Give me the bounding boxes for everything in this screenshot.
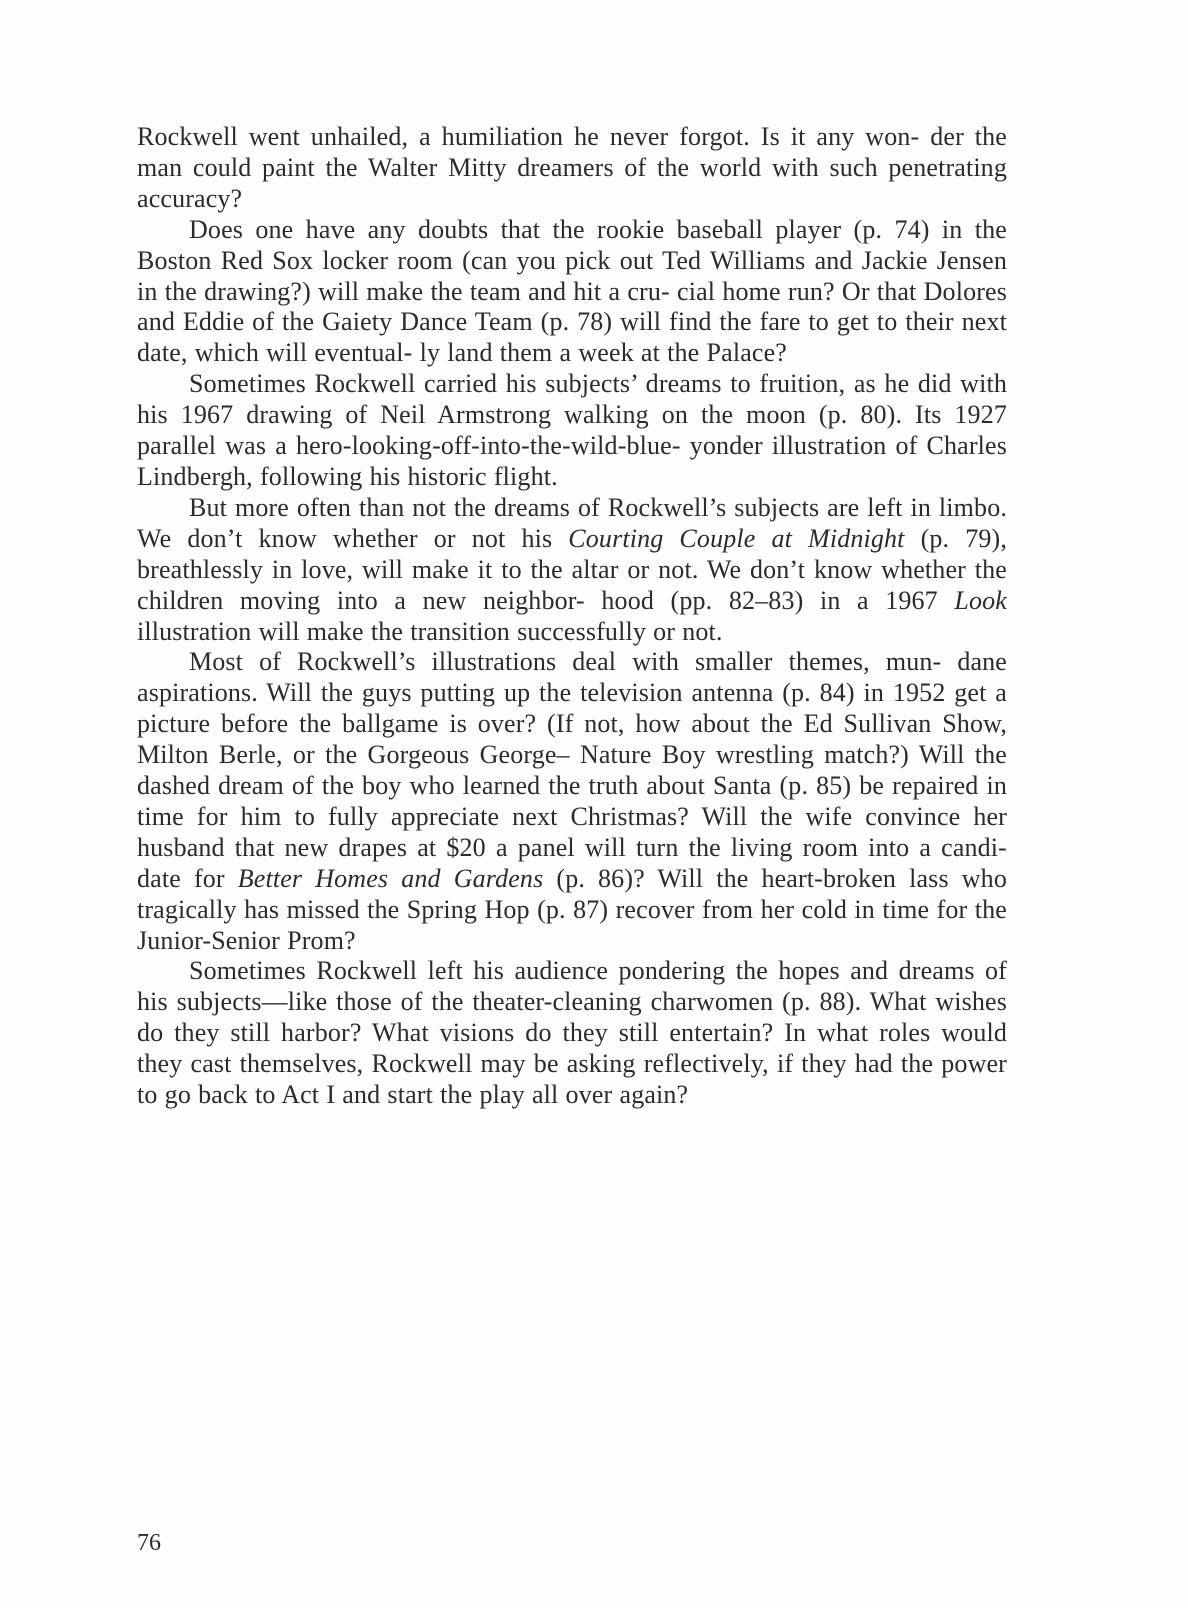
paragraph-text: illustration will make the transition successfully or not. [137, 616, 723, 646]
page-number: 76 [137, 1530, 161, 1556]
body-text [137, 122, 1007, 1111]
paragraph-1 [137, 122, 1007, 215]
paragraph-text: Rockwell went unhailed, a humiliation he never forgot. Is it any won- der the man could paint the Walter Mitty dreamers of the world with such penetrating accuracy? [137, 122, 1007, 213]
italic-title-look: Look [954, 585, 1007, 615]
paragraph-6 [137, 956, 1007, 1111]
paragraph-2 [137, 215, 1007, 370]
paragraph-text: (p. 86)? Will the heart-broken lass who tragically has missed the Spring Hop (p. 87) recover from her cold in time for the Junior-Senior Prom? [137, 863, 1007, 955]
paragraph-5 [137, 647, 1007, 956]
paragraph-text: Most of Rockwell’s illustrations deal with smaller themes, mun- dane aspirations. Will the guys putting up the television antenna (p. 84) in 1952 get a picture before the ballgame is over? (If not, how about the Ed Sullivan Show, Milton Berle, or the Gorgeous George– Nature Boy wrestling match?) Will the dashed dream of the boy who learned the truth about Santa (p. 85) be repaired in time for him to fully appreciate next Christmas? Will the wife convince her husband that new drapes at $20 a panel will turn the living room into a candi- date for [137, 647, 1007, 893]
paragraph-text: (p. 79), breathlessly in love, will make it to the altar or not. We don’t know whether the children moving into a new neighbor- hood (pp. 82–83) in a 1967 [137, 523, 1007, 615]
paragraph-4 [137, 493, 1007, 648]
paragraph-text: Does one have any doubts that the rookie baseball player (p. 74) in the Boston Red Sox locker room (can you pick out Ted Williams and Jackie Jensen in the drawing?) will make the team and hit a cru- cial home run? Or that Dolores and Eddie of the Gaiety Dance Team (p. 78) will find the fare to get to their next date, which will eventual- ly land them a week at the Palace? [137, 214, 1007, 368]
paragraph-text: Sometimes Rockwell carried his subjects’ dreams to fruition, as he did with his 1967 drawing of Neil Armstrong walking on the moon (p. 80). Its 1927 parallel was a hero-looking-off-into-the-wild-blue- yonder illustration of Charles Lindbergh, following his historic flight. [137, 369, 1007, 491]
paragraph-3 [137, 369, 1007, 493]
italic-title-better-homes: Better Homes and Gardens [237, 863, 544, 893]
italic-title-courting-couple: Courting Couple at Midnight [568, 523, 905, 553]
paragraph-text: But more often than not the dreams of Rockwell’s subjects are left in limbo. We don’t know whether or not his [137, 492, 1007, 553]
paragraph-text: Sometimes Rockwell left his audience pondering the hopes and dreams of his subjects—like those of the theater-cleaning charwomen (p. 88). What wishes do they still harbor? What visions do they still entertain? In what roles would they cast themselves, Rockwell may be asking reflectively, if they had the power to go back to Act I and start the play all over again? [137, 956, 1007, 1110]
